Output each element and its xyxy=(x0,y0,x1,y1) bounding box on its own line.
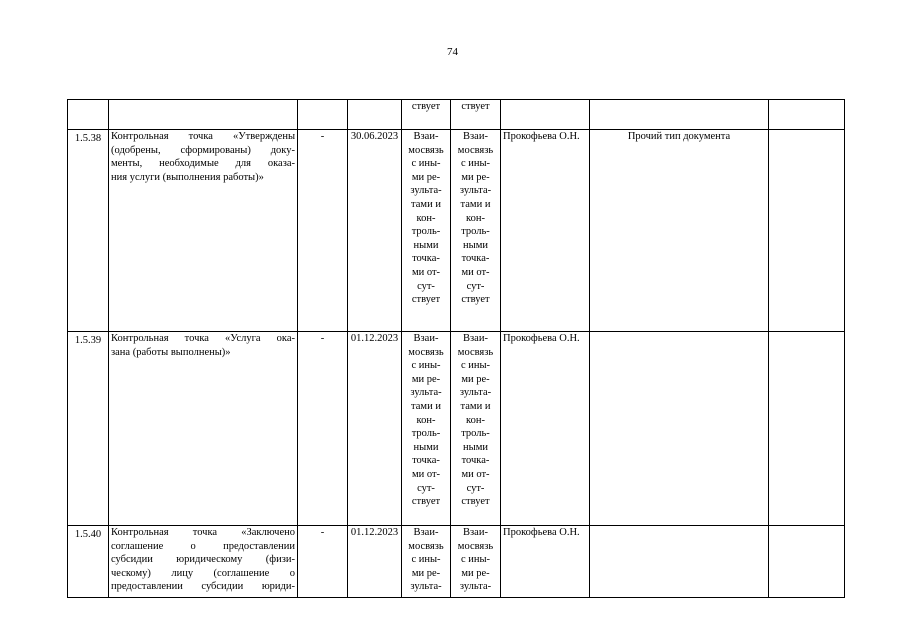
cell-relation-1 xyxy=(402,526,451,598)
relation-line: Взаи- xyxy=(463,333,488,344)
relation-line: мосвязь xyxy=(457,346,494,358)
cell-extra xyxy=(769,130,845,332)
cell-responsible: Прокофьева О.Н. xyxy=(501,332,590,526)
relation-line: мосвязь xyxy=(408,540,444,552)
name-line: Контрольная точка «Услуга ока- xyxy=(111,333,295,344)
relation-line: ми ре- xyxy=(411,567,441,579)
relation-line: зульта- xyxy=(459,581,492,593)
relation-line: тами и xyxy=(460,198,491,210)
relation-line: ствует xyxy=(461,294,490,306)
relation-line: Взаи- xyxy=(463,527,488,538)
relation-line: сут- xyxy=(466,482,485,494)
relation-line: кон- xyxy=(466,212,485,224)
cell-name xyxy=(109,332,298,526)
relation-line: зульта- xyxy=(459,185,492,197)
cell-extra xyxy=(769,332,845,526)
name-line: ния услуги (выполнения работы)» xyxy=(111,171,264,183)
relation-line: ными xyxy=(413,441,439,453)
cell-relation-1 xyxy=(402,100,451,130)
relation-line: зульта- xyxy=(410,581,442,593)
relation-line: ствует xyxy=(411,496,441,508)
relation-line: кон- xyxy=(416,212,436,224)
relation-line: мосвязь xyxy=(408,144,444,156)
cell-name xyxy=(109,100,298,130)
cell-relation-2 xyxy=(451,526,501,598)
relation-line: зульта- xyxy=(410,185,442,197)
name-line: предоставлении субсидии юриди- xyxy=(111,581,295,593)
relation-line: с ины- xyxy=(411,360,441,372)
relation-line: мосвязь xyxy=(457,540,494,552)
relation-line: троль- xyxy=(461,428,490,440)
cell-dash xyxy=(298,100,348,130)
relation-line: ствует xyxy=(461,101,490,112)
page-number: 74 xyxy=(447,46,458,58)
relation-line: тами и xyxy=(411,400,441,412)
relation-line: мосвязь xyxy=(408,346,444,358)
relation-line: кон- xyxy=(466,414,485,426)
relation-line: ми ре- xyxy=(411,373,441,385)
relation-line: Взаи- xyxy=(413,131,439,142)
relation-line: ми от- xyxy=(411,468,441,480)
name-line: (одобрены, сформированы) доку- xyxy=(111,144,295,156)
name-line: субсидии юридическому (физи- xyxy=(111,554,295,566)
relation-line: ми от- xyxy=(461,266,490,278)
relation-line: с ины- xyxy=(411,158,441,170)
relation-line: кон- xyxy=(416,414,436,426)
relation-line: зульта- xyxy=(410,387,442,399)
relation-line: ными xyxy=(463,441,488,453)
relation-line: троль- xyxy=(461,226,490,238)
cell-doc-type xyxy=(590,526,769,598)
name-line: соглашение о предоставлении xyxy=(111,540,295,552)
relation-line: ми ре- xyxy=(461,567,490,579)
relation-line: ми ре- xyxy=(461,171,490,183)
cell-relation-1 xyxy=(402,130,451,332)
cell-date: 30.06.2023 xyxy=(348,130,402,332)
relation-line: Взаи- xyxy=(413,527,439,538)
cell-responsible xyxy=(501,100,590,130)
relation-line: с ины- xyxy=(460,360,491,372)
relation-line: сут- xyxy=(417,482,435,494)
cell-doc-type: Прочий тип документа xyxy=(590,130,769,332)
cell-relation-2 xyxy=(451,332,501,526)
relation-line: Взаи- xyxy=(463,131,488,142)
cell-name xyxy=(109,526,298,598)
table-row xyxy=(68,526,845,598)
relation-line: троль- xyxy=(411,428,441,440)
name-line: менты, необходимые для оказа- xyxy=(111,158,295,170)
table-row-continuation xyxy=(68,100,845,130)
relation-line: ми ре- xyxy=(411,171,441,183)
cell-date: 01.12.2023 xyxy=(348,332,402,526)
cell-relation-1 xyxy=(402,332,451,526)
cell-doc-type xyxy=(590,332,769,526)
control-points-table xyxy=(67,99,845,598)
relation-line: ными xyxy=(413,239,439,251)
cell-num xyxy=(68,100,109,130)
relation-line: ми от- xyxy=(461,468,490,480)
relation-line: ми от- xyxy=(411,266,441,278)
cell-dash: - xyxy=(298,526,348,598)
relation-line: точка- xyxy=(412,455,440,467)
relation-line: ствует xyxy=(411,101,441,112)
relation-line: с ины- xyxy=(460,158,491,170)
cell-num: 1.5.39 xyxy=(68,332,109,526)
cell-date: 01.12.2023 xyxy=(348,526,402,598)
cell-extra xyxy=(769,526,845,598)
relation-line: ствует xyxy=(411,294,441,306)
relation-line: Взаи- xyxy=(413,333,439,344)
name-line: Контрольная точка «Заключено xyxy=(111,527,295,538)
table-row xyxy=(68,332,845,526)
name-line: зана (работы выполнены)» xyxy=(111,346,231,358)
cell-relation-2 xyxy=(451,100,501,130)
name-line: Контрольная точка «Утверждены xyxy=(111,131,295,142)
cell-num: 1.5.40 xyxy=(68,526,109,598)
cell-doc-type xyxy=(590,100,769,130)
relation-line: точка- xyxy=(461,455,490,467)
relation-line: тами и xyxy=(411,198,441,210)
relation-line: зульта- xyxy=(459,387,492,399)
relation-line: с ины- xyxy=(411,554,441,566)
cell-responsible: Прокофьева О.Н. xyxy=(501,130,590,332)
relation-line: точка- xyxy=(412,253,440,265)
relation-line: с ины- xyxy=(460,554,491,566)
relation-line: сут- xyxy=(417,280,435,292)
relation-line: точка- xyxy=(461,253,490,265)
relation-line: тами и xyxy=(460,400,491,412)
cell-date xyxy=(348,100,402,130)
table-row xyxy=(68,130,845,332)
cell-responsible: Прокофьева О.Н. xyxy=(501,526,590,598)
relation-line: ми ре- xyxy=(461,373,490,385)
relation-line: сут- xyxy=(466,280,485,292)
cell-extra xyxy=(769,100,845,130)
relation-line: ствует xyxy=(461,496,490,508)
relation-line: мосвязь xyxy=(457,144,494,156)
cell-dash: - xyxy=(298,332,348,526)
cell-relation-2 xyxy=(451,130,501,332)
name-line: ческому) лицу (соглашение о xyxy=(111,567,295,579)
cell-name xyxy=(109,130,298,332)
relation-line: троль- xyxy=(411,226,441,238)
relation-line: ными xyxy=(463,239,488,251)
cell-num: 1.5.38 xyxy=(68,130,109,332)
cell-dash: - xyxy=(298,130,348,332)
